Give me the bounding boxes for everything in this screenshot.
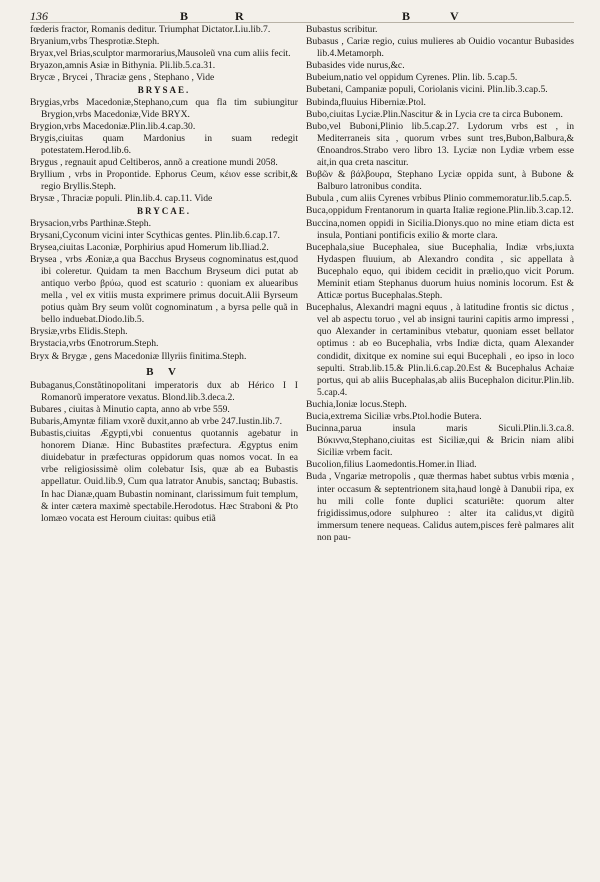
right-guide-letter-1: B (402, 9, 413, 23)
dictionary-entry: Bucinna,parua insula maris Siculi.Plin.li.3.ca.8. Βύκιννα,Stephano,ciuitas est Siciliæ,qui & Bricin niam alibi Siciliæ vrbem facit. (306, 423, 574, 459)
dictionary-entry: Bryllium , vrbs in Propontide. Ephorus Ceum, κέιον esse scribit,& regio Bryllis.Steph. (30, 169, 298, 193)
dictionary-entry: Brygis,ciuitas quam Mardonius in suam redegit potestatem.Herod.lib.6. (30, 132, 298, 156)
dictionary-entry: Buchia,Ioniæ locus.Steph. (306, 398, 407, 410)
dictionary-entry: Bubasides vide nurus,&c. (306, 60, 405, 72)
right-guide-letter-2: V (450, 9, 461, 23)
dictionary-entry: Buca,oppidum Frentanorum in quarta Italiæ regione.Plin.lib.3.cap.12. (306, 205, 574, 217)
dictionary-entry: Buda , Vngariæ metropolis , quæ thermas habet subtus vrbis mœnia , inter occasum & septentrionem sita,haud longè à Danubii ripa, ex hu mili colle fonte duplici scaturiẽte: quorum alter frigidissimus,odore sulphureo : alter ita calidus,vt digitũ immersum tenere nequeas. Calidus autem,pisces ferè palmares alit non pau- (306, 471, 574, 543)
dictionary-entry: fœderis fractor, Romanis deditur. Triumphat Dictator.Liu.lib.7. (30, 24, 271, 35)
dictionary-entry: Bubula , cum aliis Cyrenes vrbibus Plinio commemoratur.lib.5.cap.5. (306, 193, 572, 205)
page-number: 136 (30, 9, 48, 23)
dictionary-entry: Brygion,vrbs Macedoniæ.Plin.lib.4.cap.30. (30, 120, 196, 132)
dictionary-entry: Brysani,Cyconum vicini inter Scythicas gentes. Plin.lib.6.cap.17. (30, 229, 280, 241)
dictionary-entry: Bubo,vel Buboni,Plinio lib.5.cap.27. Lydorum vrbs est , in Mediterraneis sita , quorum vrbes sunt tres,Bubon,Balbura,& Œnoandros.Strabo vero libro 13. Lyciæ non Lydiæ vrbem esse ait,in qua creta nascitur. (306, 120, 574, 169)
dictionary-entry: Bryanium,vrbs Thesprotiæ.Steph. (30, 36, 160, 48)
dictionary-entry: Bucolion,filius Laomedontis.Homer.in Iliad. (306, 459, 477, 471)
cross-reference: BRYSAE. (137, 85, 191, 96)
left-guide-letter-1: B (180, 9, 191, 23)
dictionary-entry: Bubo,ciuitas Lyciæ.Plin.Nascitur & in Lycia cre ta circa Bubonem. (306, 108, 563, 120)
dictionary-entry: Brysiæ,vrbs Elidis.Steph. (30, 326, 128, 338)
dictionary-entry: Buccina,nomen oppidi in Sicilia.Dionys.quo no mine etiam dicta est insula, Pontiani pontificis exilio & morte clara. (306, 217, 574, 241)
dictionary-entry: Brysea,ciuitas Laconiæ, Porphirius apud Homerum lib.Iliad.2. (30, 241, 269, 253)
dictionary-entry: Bryazon,amnis Asiæ in Bithynia. Pli.lib.5.ca.31. (30, 60, 216, 72)
dictionary-entry: Brysea , vrbs Æoniæ,a qua Bacchus Bryseus cognominatus est,quod ibi coleretur. Quidam ta men Bacchum Bryseum dici putat ab antiquo verbo βρύω, quod est scaturio : quoniam ex aluearibus mella , vel ex vitiis musta exprimere primus docuit.Alii Byrseum potius quàm Bry seum volũt cognominatum , a byrsa pelle quã in bello induebat.Diodo.lib.5. (30, 253, 298, 326)
left-column (30, 24, 298, 525)
dictionary-entry: Bryx & Brygæ , gens Macedoniæ Illyriis finitima.Steph. (30, 350, 247, 362)
dictionary-entry: Bubetani, Campaniæ populi, Coriolanis vicini. Plin.lib.3.cap.5. (306, 84, 548, 96)
dictionary-entry: Βυβῶν & βάλβουρα, Stephano Lyciæ oppida sunt, à Bubone & Balburo latronibus condita. (306, 169, 574, 193)
dictionary-entry: Brystacia,vrbs Œnotrorum.Steph. (30, 338, 159, 350)
dictionary-entry: Bubeium,natio vel oppidum Cyrenes. Plin. lib. 5.cap.5. (306, 72, 518, 84)
dictionary-entry: Bryax,vel Brias,sculptor marmorarius,Mausoleũ vna cum aliis fecit. (30, 48, 291, 60)
header-rule (30, 22, 574, 23)
dictionary-entry: Bubaris,Amyntæ filiam vxorẽ duxit,anno ab vrbe 247.Iustin.lib.7. (30, 416, 283, 427)
dictionary-entry: Bubaganus,Constãtinopolitani imperatoris dux ab Hérico I I Romanorũ imperatore vexatus. Blond.lib.3.deca.2. (30, 379, 298, 403)
left-guide-letter-2: R (235, 9, 246, 23)
right-column (306, 24, 574, 544)
dictionary-entry: Bubastus scribitur. (306, 24, 378, 35)
dictionary-entry: Brygus , regnauit apud Celtiberos, annõ a creatione mundi 2058. (30, 157, 278, 169)
dictionary-entry: Brysacion,vrbs Parthinæ.Steph. (30, 217, 151, 229)
cross-reference: BRYCAE. (137, 206, 191, 217)
dictionary-entry: Bubinda,fluuius Hiberniæ.Ptol. (306, 96, 426, 108)
dictionary-entry: Bubastis,ciuitas Ægypti,vbi conuentus quotannis agebatur in honorem Dianæ. Hinc Bubastites præfectura. Ægyptus enim diuidebatur in præfecturas oppidorum quas nomos vocat. In ea vrbe religiosissimè olim colebatur Isis, quæ ab ea Bubastis appellatur. Ouid.lib.9, Cum qua latrator Anubis, sanctaq; Bubastis. In hac Dianæ,quam Bubastin nominant, clarissimum fuit templum, & inter cætera maximè spectabile.Herodotus. Hæc Straboni & Pto lomæo vocata est Heroum ciuitas: quibus etiã (30, 428, 298, 524)
dictionary-entry: Bubasus , Cariæ regio, cuius mulieres ab Ouidio vocantur Bubasides lib.4.Metamorph. (306, 36, 574, 60)
section-heading: B V (146, 365, 182, 378)
dictionary-entry: Brygias,vrbs Macedoniæ,Stephano,cum qua fla tim subiungitur Brygion,vrbs Macedoniæ,Vide BRYX. (30, 96, 298, 120)
dictionary-entry: Bucephala,siue Bucephalea, siue Bucephalia, Indiæ vrbs,iuxta Hydaspen fluuium, ab Alexandro condita , sic appellata à Bucephalo equo, qui ibidem cecidit in prælio,quo vicit Porum. Meminit etiam Stephanus duorum huius nominis locorum. Est & Atticæ portus Bucephalas.Steph. (306, 241, 574, 302)
dictionary-entry: Bucia,extrema Siciliæ vrbs.Ptol.hodie Butera. (306, 411, 482, 422)
dictionary-entry: Brycæ , Brycei , Thraciæ gens , Stephano , Vide (30, 72, 215, 84)
dictionary-entry: Bubares , ciuitas à Minutio capta, anno ab vrbe 559. (30, 403, 230, 415)
dictionary-entry: Brysæ , Thraciæ populi. Plin.lib.4. cap.11. Vide (30, 193, 213, 205)
dictionary-entry: Bucephalus, Alexandri magni equus , à latitudine frontis sic dictus , vel ab aspectu toruo , vel ab insigni taurini capitis armo impressi , quo Alexander in certaminibus vtebatur, quoniam esset bellator optimus : ab eo Bucephalia, vrbs Indiæ dicta, quam Alexander condidit, dixitque ex nomine sui equi Bucephali , eo ipso in loco sepulti. Strab.lib.15.& Plin.li.6.cap.20.Est & Bucephalus Achaiæ portus, qui ab aliis Bucephalas,ab aliis Bucephalon dicitur.Plin.lib. 5.cap.4. (306, 302, 574, 398)
